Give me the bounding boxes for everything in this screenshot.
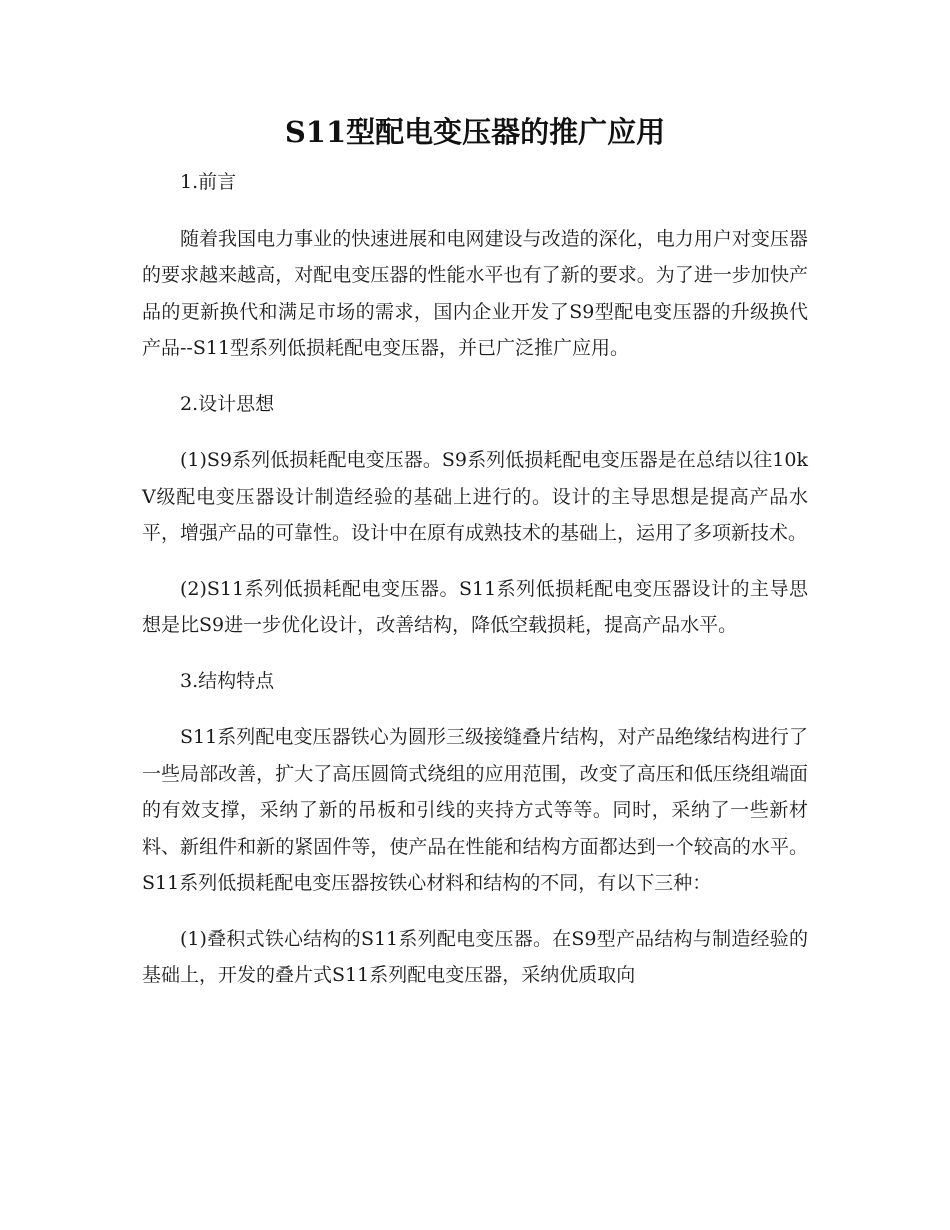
document-title: S11型配电变压器的推广应用 xyxy=(284,115,666,149)
document-body xyxy=(142,164,808,1013)
paragraph-s11-design: (2)S11系列低损耗配电变压器。S11系列低损耗配电变压器设计的主导思想是比S9进一步优化设计，改善结构，降低空载损耗，提高产品水平。 xyxy=(142,577,808,636)
section-heading-design: 2.设计思想 xyxy=(180,392,275,415)
paragraph-laminated-core: (1)叠积式铁心结构的S11系列配电变压器。在S9型产品结构与制造经验的基础上，开发的叠片式S11系列配电变压器，采纳优质取向 xyxy=(142,927,808,986)
paragraph-intro: 随着我国电力事业的快速进展和电网建设与改造的深化，电力用户对变压器的要求越来越高，对配电变压器的性能水平也有了新的要求。为了进一步加快产品的更新换代和满足市场的需求，国内企业开发了S9型配电变压器的升级换代产品--S11型系列低损耗配电变压器，并已广泛推广应用。 xyxy=(142,227,808,359)
paragraph-s9-design: (1)S9系列低损耗配电变压器。S9系列低损耗配电变压器是在总结以往10kV级配电变压器设计制造经验的基础上进行的。设计的主导思想是提高产品水平，增强产品的可靠性。设计中在原有成熟技术的基础上，运用了多项新技术。 xyxy=(142,449,808,544)
paragraph-structure: S11系列配电变压器铁心为圆形三级接缝叠片结构，对产品绝缘结构进行了一些局部改善，扩大了高压圆筒式绕组的应用范围，改变了高压和低压绕组端面的有效支撑，采纳了新的吊板和引线的夹持方式等等。同时，采纳了一些新材料、新组件和新的紧固件等，使产品在性能和结构方面都达到一个较高的水平。S11系列低损耗配电变压器按铁心材料和结构的不同，有以下三种： xyxy=(142,726,808,894)
section-heading-intro: 1.前言 xyxy=(180,171,237,193)
section-heading-structure: 3.结构特点 xyxy=(180,669,275,692)
